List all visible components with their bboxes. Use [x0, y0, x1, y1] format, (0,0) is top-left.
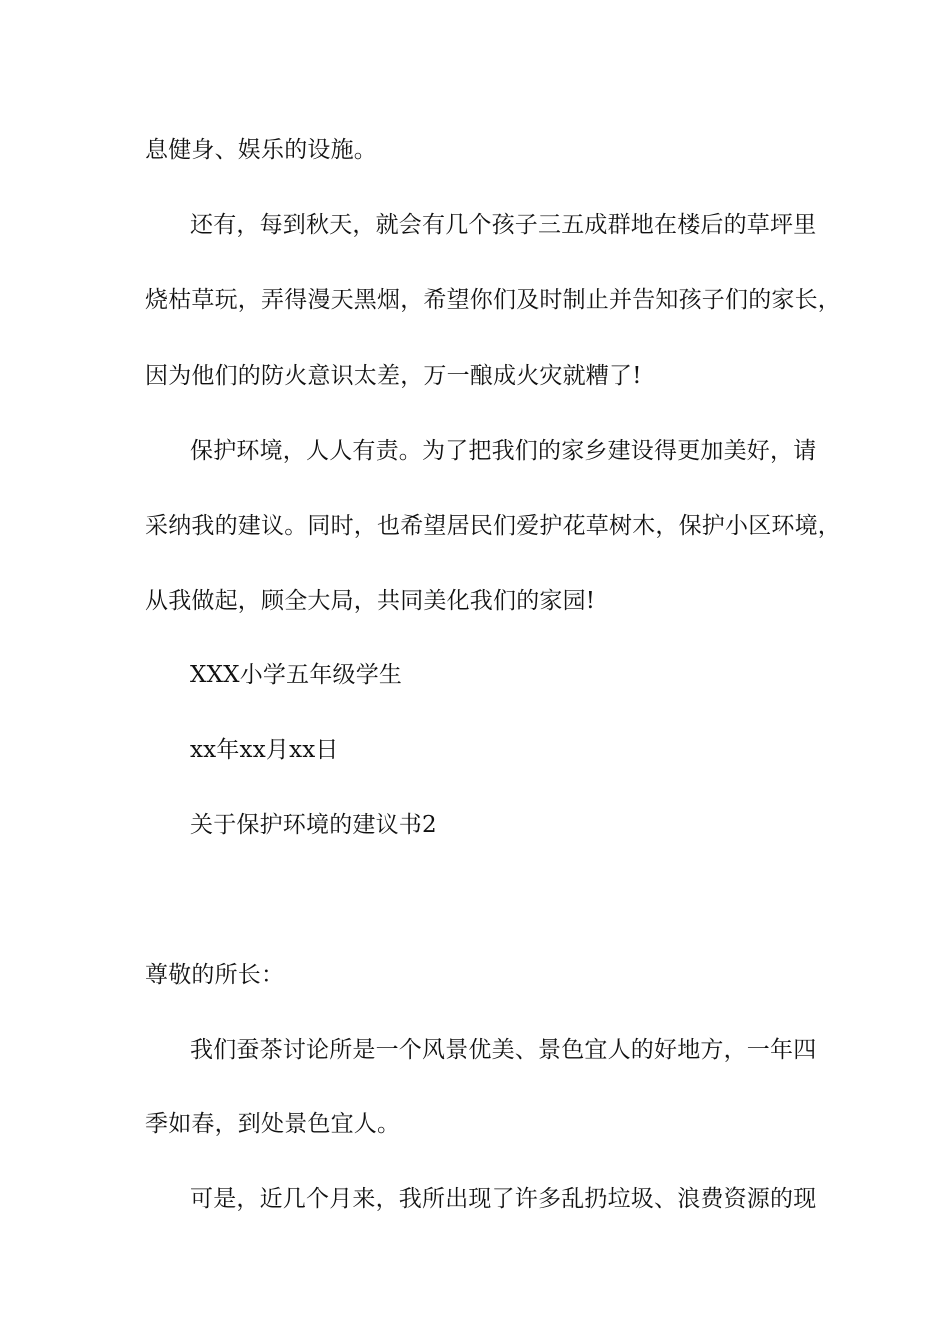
salutation-line: 尊敬的所长： [145, 962, 285, 988]
paragraph-start-line: 保护环境，人人有责。为了把我们的家乡建设得更加美好，请 [190, 438, 817, 464]
text-line: 季如春，到处景色宜人。 [145, 1111, 401, 1137]
paragraph-start-line: 我们蚕茶讨论所是一个风景优美、景色宜人的好地方，一年四 [190, 1037, 817, 1063]
paragraph-start-line: 还有，每到秋天，就会有几个孩子三五成群地在楼后的草坪里 [190, 212, 817, 238]
text-line: 从我做起，顾全大局，共同美化我们的家园! [145, 588, 596, 614]
section-title: 关于保护环境的建议书2 [190, 812, 437, 838]
signature-line: XXX小学五年级学生 [190, 662, 403, 688]
text-line: 息健身、娱乐的设施。 [145, 137, 377, 163]
paragraph-start-line: 可是，近几个月来，我所出现了许多乱扔垃圾、浪费资源的现 [190, 1186, 817, 1212]
text-line: 因为他们的防火意识太差，万一酿成火灾就糟了! [145, 363, 642, 389]
text-line: 采纳我的建议。同时，也希望居民们爱护花草树木，保护小区环境， [145, 513, 841, 539]
date-line: xx年xx月xx日 [190, 737, 339, 763]
text-line: 烧枯草玩，弄得漫天黑烟，希望你们及时制止并告知孩子们的家长， [145, 287, 841, 313]
